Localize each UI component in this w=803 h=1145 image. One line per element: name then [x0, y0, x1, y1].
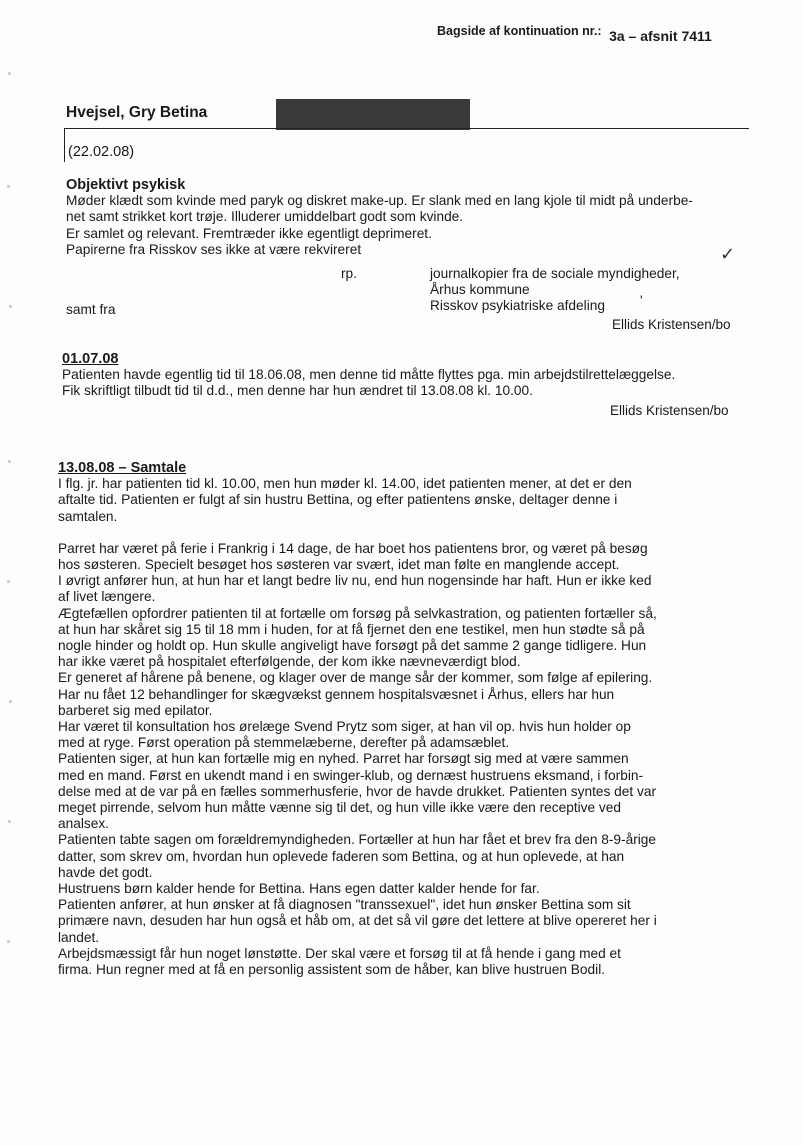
- text-line: delse med at de var på en fælles sommerhusferie, hvor de havde drukket. Patienten syntes det var: [58, 783, 657, 799]
- text-line: Papirerne fra Risskov ses ikke at være rekvireret: [66, 241, 362, 257]
- text-line: Parret har været på ferie i Frankrig i 14 dage, de har boet hos patientens bror, og været på besøg: [58, 540, 648, 556]
- text-line: havde det godt.: [58, 864, 153, 880]
- section-heading: Objektivt psykisk: [66, 177, 186, 193]
- entry-date: (22.02.08): [68, 144, 135, 160]
- text-line: I øvrigt anfører hun, at hun har et langt bedre liv nu, end hun nogensinde har haft. Hun er ikke ked: [58, 573, 652, 589]
- text-line: hos søsteren. Specielt besøget hos søsteren var svært, idet man følte en manglende accept.: [58, 557, 620, 573]
- text-line: samtalen.: [58, 508, 118, 524]
- scan-speck: [7, 940, 10, 943]
- text-line: Patienten havde egentlig tid til 18.06.08, men denne tid måtte flyttes pga. min arbejdstilrettelæggelse.: [62, 367, 676, 383]
- continuation-label: Bagside af kontinuation nr.:: [437, 24, 602, 38]
- scan-speck: [7, 185, 10, 188]
- journal-line: Risskov psykiatriske afdeling: [430, 298, 605, 314]
- entry-0107: [62, 351, 782, 400]
- text-line: firma. Hun regner med at få en personlig assistent som de håber, kan blive hustruen Bodil.: [58, 962, 606, 978]
- text-line: Er samlet og relevant. Fremtræder ikke egentligt deprimeret.: [66, 225, 432, 241]
- scan-speck: [9, 700, 12, 703]
- margin-line: [64, 129, 65, 162]
- journal-line: Århus kommune: [430, 282, 530, 298]
- text-line: Patienten anfører, at hun ønsker at få diagnosen "transsexuel", idet hun ønsker Bettina som sit: [58, 897, 631, 913]
- redaction-block: [276, 99, 470, 130]
- entry-1308: [58, 460, 768, 978]
- text-line: Patienten tabte sagen om forældremyndigheden. Fortæller at hun har fået et brev fra den 8-9-årige: [58, 832, 657, 848]
- text-line: Har nu fået 12 behandlinger for skægvækst gennem hospitalsvæsnet i Århus, ellers har hun: [58, 686, 615, 702]
- entry-heading: 13.08.08 – Samtale: [58, 460, 187, 476]
- check-mark-icon: ✓: [720, 244, 736, 265]
- text-line: aftalte tid. Patienten er fulgt af sin hustru Bettina, og efter patientens ønske, deltager denne i: [58, 492, 618, 508]
- journal-line: journalkopier fra de sociale myndigheder,: [430, 266, 680, 281]
- text-line: Hustruens børn kalder hende for Bettina. Hans egen datter kalder hende for far.: [58, 881, 540, 897]
- text-line: barberet sig med epilator.: [58, 702, 213, 718]
- entry-date: 01.07.08: [62, 351, 119, 367]
- signature: Ellids Kristensen/bo: [610, 403, 729, 418]
- text-line: med en mand. Først en ukendt mand i en swinger-klub, og dernæst hustruens eksmand, i forbin-: [58, 767, 644, 783]
- patient-name: Hvejsel, Gry Betina: [66, 104, 208, 121]
- journal-list: [430, 266, 730, 315]
- header-divider: [64, 128, 749, 129]
- text-line: Arbejdsmæssigt får hun noget lønstøtte. Der skal være et forsøg til at få hende i gang med et: [58, 945, 621, 961]
- continuation-header: [437, 22, 712, 44]
- text-line: med at ryge. Først operation på stemmelæberne, derefter på adamsæblet.: [58, 735, 510, 751]
- scan-speck: [9, 305, 12, 308]
- text-line: Fik skriftligt tilbudt tid til d.d., men denne har hun ændret til 13.08.08 kl. 10.00.: [62, 383, 533, 399]
- text-line: primære navn, desuden har hun også et håb om, at det så vil gøre det lettere at blive opereret her i: [58, 913, 657, 929]
- scan-speck: [8, 820, 11, 823]
- scan-speck: [7, 580, 10, 583]
- rp-label: rp.: [341, 266, 357, 281]
- text-line: meget pirrende, selvom hun måtte vænne sig til det, og hun ville ikke være den receptive ved: [58, 800, 622, 816]
- text-line: har ikke været på hospitalet efterfølgende, der kom ikke nævneværdigt blod.: [58, 654, 521, 670]
- signature: Ellids Kristensen/bo: [612, 317, 731, 332]
- samt-fra-label: samt fra: [66, 302, 116, 317]
- blank-line: [58, 525, 768, 541]
- scan-speck: [8, 460, 11, 463]
- section-label: 3a – afsnit 7411: [609, 28, 712, 44]
- text-line: analsex.: [58, 816, 109, 832]
- text-line: Har været til konsultation hos ørelæge Svend Prytz som siger, at han vil op. hvis hun holder op: [58, 719, 631, 735]
- text-line: I flg. jr. har patienten tid kl. 10.00, men hun møder kl. 14.00, idet patienten mener, at det er den: [58, 476, 632, 492]
- text-line: af livet længere.: [58, 589, 156, 605]
- text-line: Patienten siger, at hun kan fortælle mig en nyhed. Parret har forsøgt sig med at være sammen: [58, 751, 629, 767]
- apostrophe-mark: ': [640, 293, 643, 308]
- scan-speck: [8, 72, 11, 75]
- text-line: datter, som skrev om, hvordan hun oplevede faderen som Bettina, og at hun oplevede, at han: [58, 848, 625, 864]
- text-line: net samt strikket kort trøje. Illuderer umiddelbart godt som kvinde.: [66, 209, 464, 225]
- objective-section: [66, 177, 766, 258]
- text-line: Møder klædt som kvinde med paryk og diskret make-up. Er slank med en lang kjole til midt på underbe-: [66, 193, 693, 209]
- text-line: landet.: [58, 929, 100, 945]
- text-line: Ægtefællen opfordrer patienten til at fortælle om forsøg på selvkastration, og patienten fortæller så,: [58, 605, 657, 621]
- text-line: Er generet af hårene på benene, og klager over de mange sår der kommer, som følge af epilering.: [58, 670, 653, 686]
- text-line: nogle hinder og holdt op. Hun skulle angiveligt have forsøgt på det samme 2 gange tidligere. Hun: [58, 638, 647, 654]
- text-line: at hun har skåret sig 15 til 18 mm i huden, for at få fjernet den ene testikel, men hun stødte så på: [58, 621, 645, 637]
